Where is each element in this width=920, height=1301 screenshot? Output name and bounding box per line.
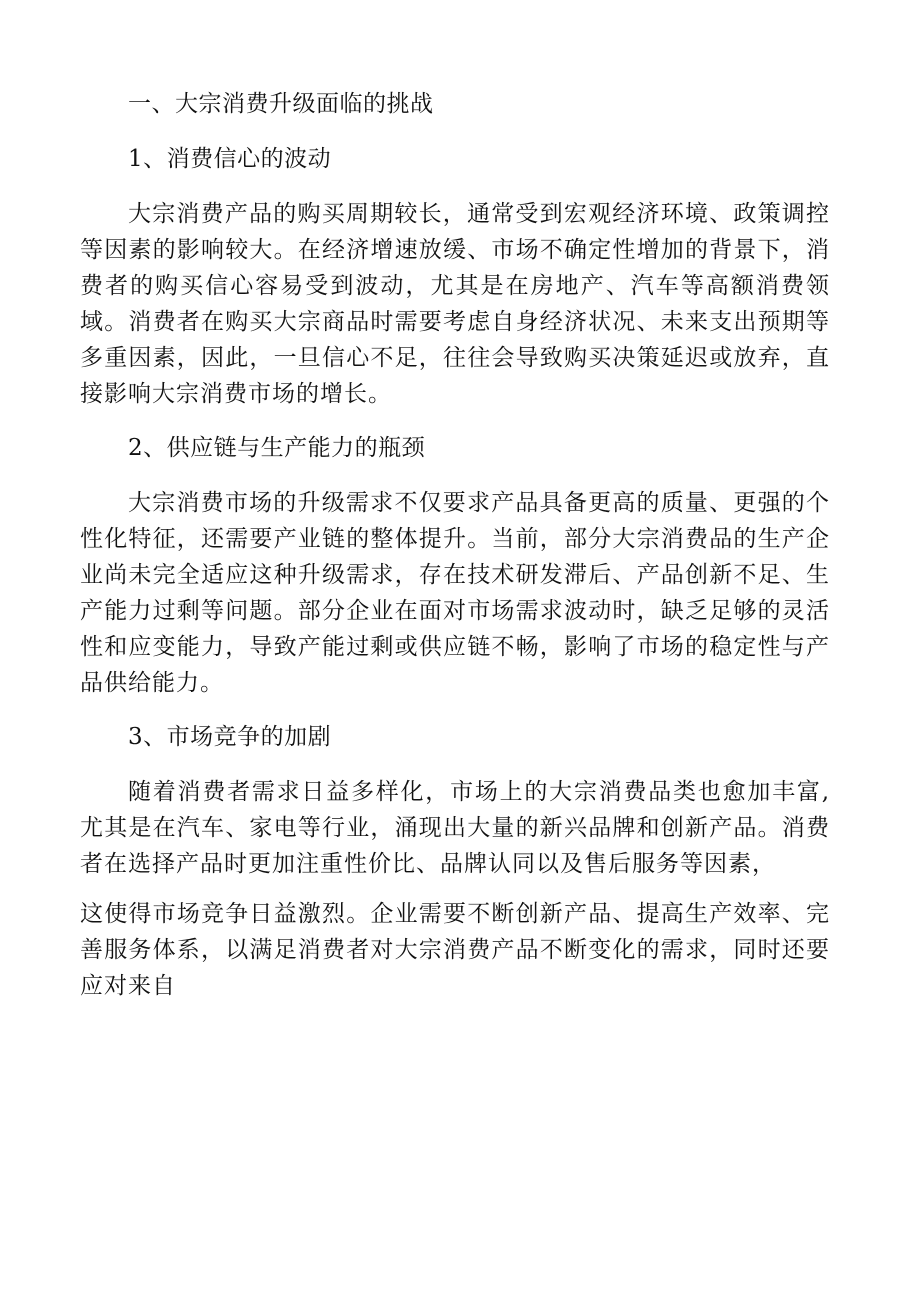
section-title: 一、大宗消费升级面临的挑战 xyxy=(128,91,434,117)
document-body xyxy=(80,86,830,1022)
paragraph-competition-2: 这使得市场竞争日益激烈。企业需要不断创新产品、提高生产效率、完善服务体系，以满足消费者对大宗消费产品不断变化的需求，同时还要应对来自 xyxy=(80,901,830,999)
subsection-title-competition: 3、市场竞争的加剧 xyxy=(128,724,332,750)
paragraph-supply-chain: 大宗消费市场的升级需求不仅要求产品具备更高的质量、更强的个性化特征，还需要产业链的整体提升。当前，部分大宗消费品的生产企业尚未完全适应这种升级需求，存在技术研发滞后、产品创新不足、生产能力过剩等问题。部分企业在面对市场需求波动时，缺乏足够的灵活性和应变能力，导致产能过剩或供应链不畅，影响了市场的稳定性与产品供给能力。 xyxy=(80,490,830,696)
paragraph-confidence: 大宗消费产品的购买周期较长，通常受到宏观经济环境、政策调控等因素的影响较大。在经济增速放缓、市场不确定性增加的背景下，消费者的购买信心容易受到波动，尤其是在房地产、汽车等高额消费领域。消费者在购买大宗商品时需要考虑自身经济状况、未来支出预期等多重因素，因此，一旦信心不足，往往会导致购买决策延迟或放弃，直接影响大宗消费市场的增长。 xyxy=(80,201,830,407)
subsection-title-confidence: 1、消费信心的波动 xyxy=(128,146,332,172)
subsection-title-supply-chain: 2、供应链与生产能力的瓶颈 xyxy=(128,435,426,461)
paragraph-competition-1: 随着消费者需求日益多样化，市场上的大宗消费品类也愈加丰富,尤其是在汽车、家电等行业，涌现出大量的新兴品牌和创新产品。消费者在选择产品时更加注重性价比、品牌认同以及售后服务等因素， xyxy=(80,779,830,877)
